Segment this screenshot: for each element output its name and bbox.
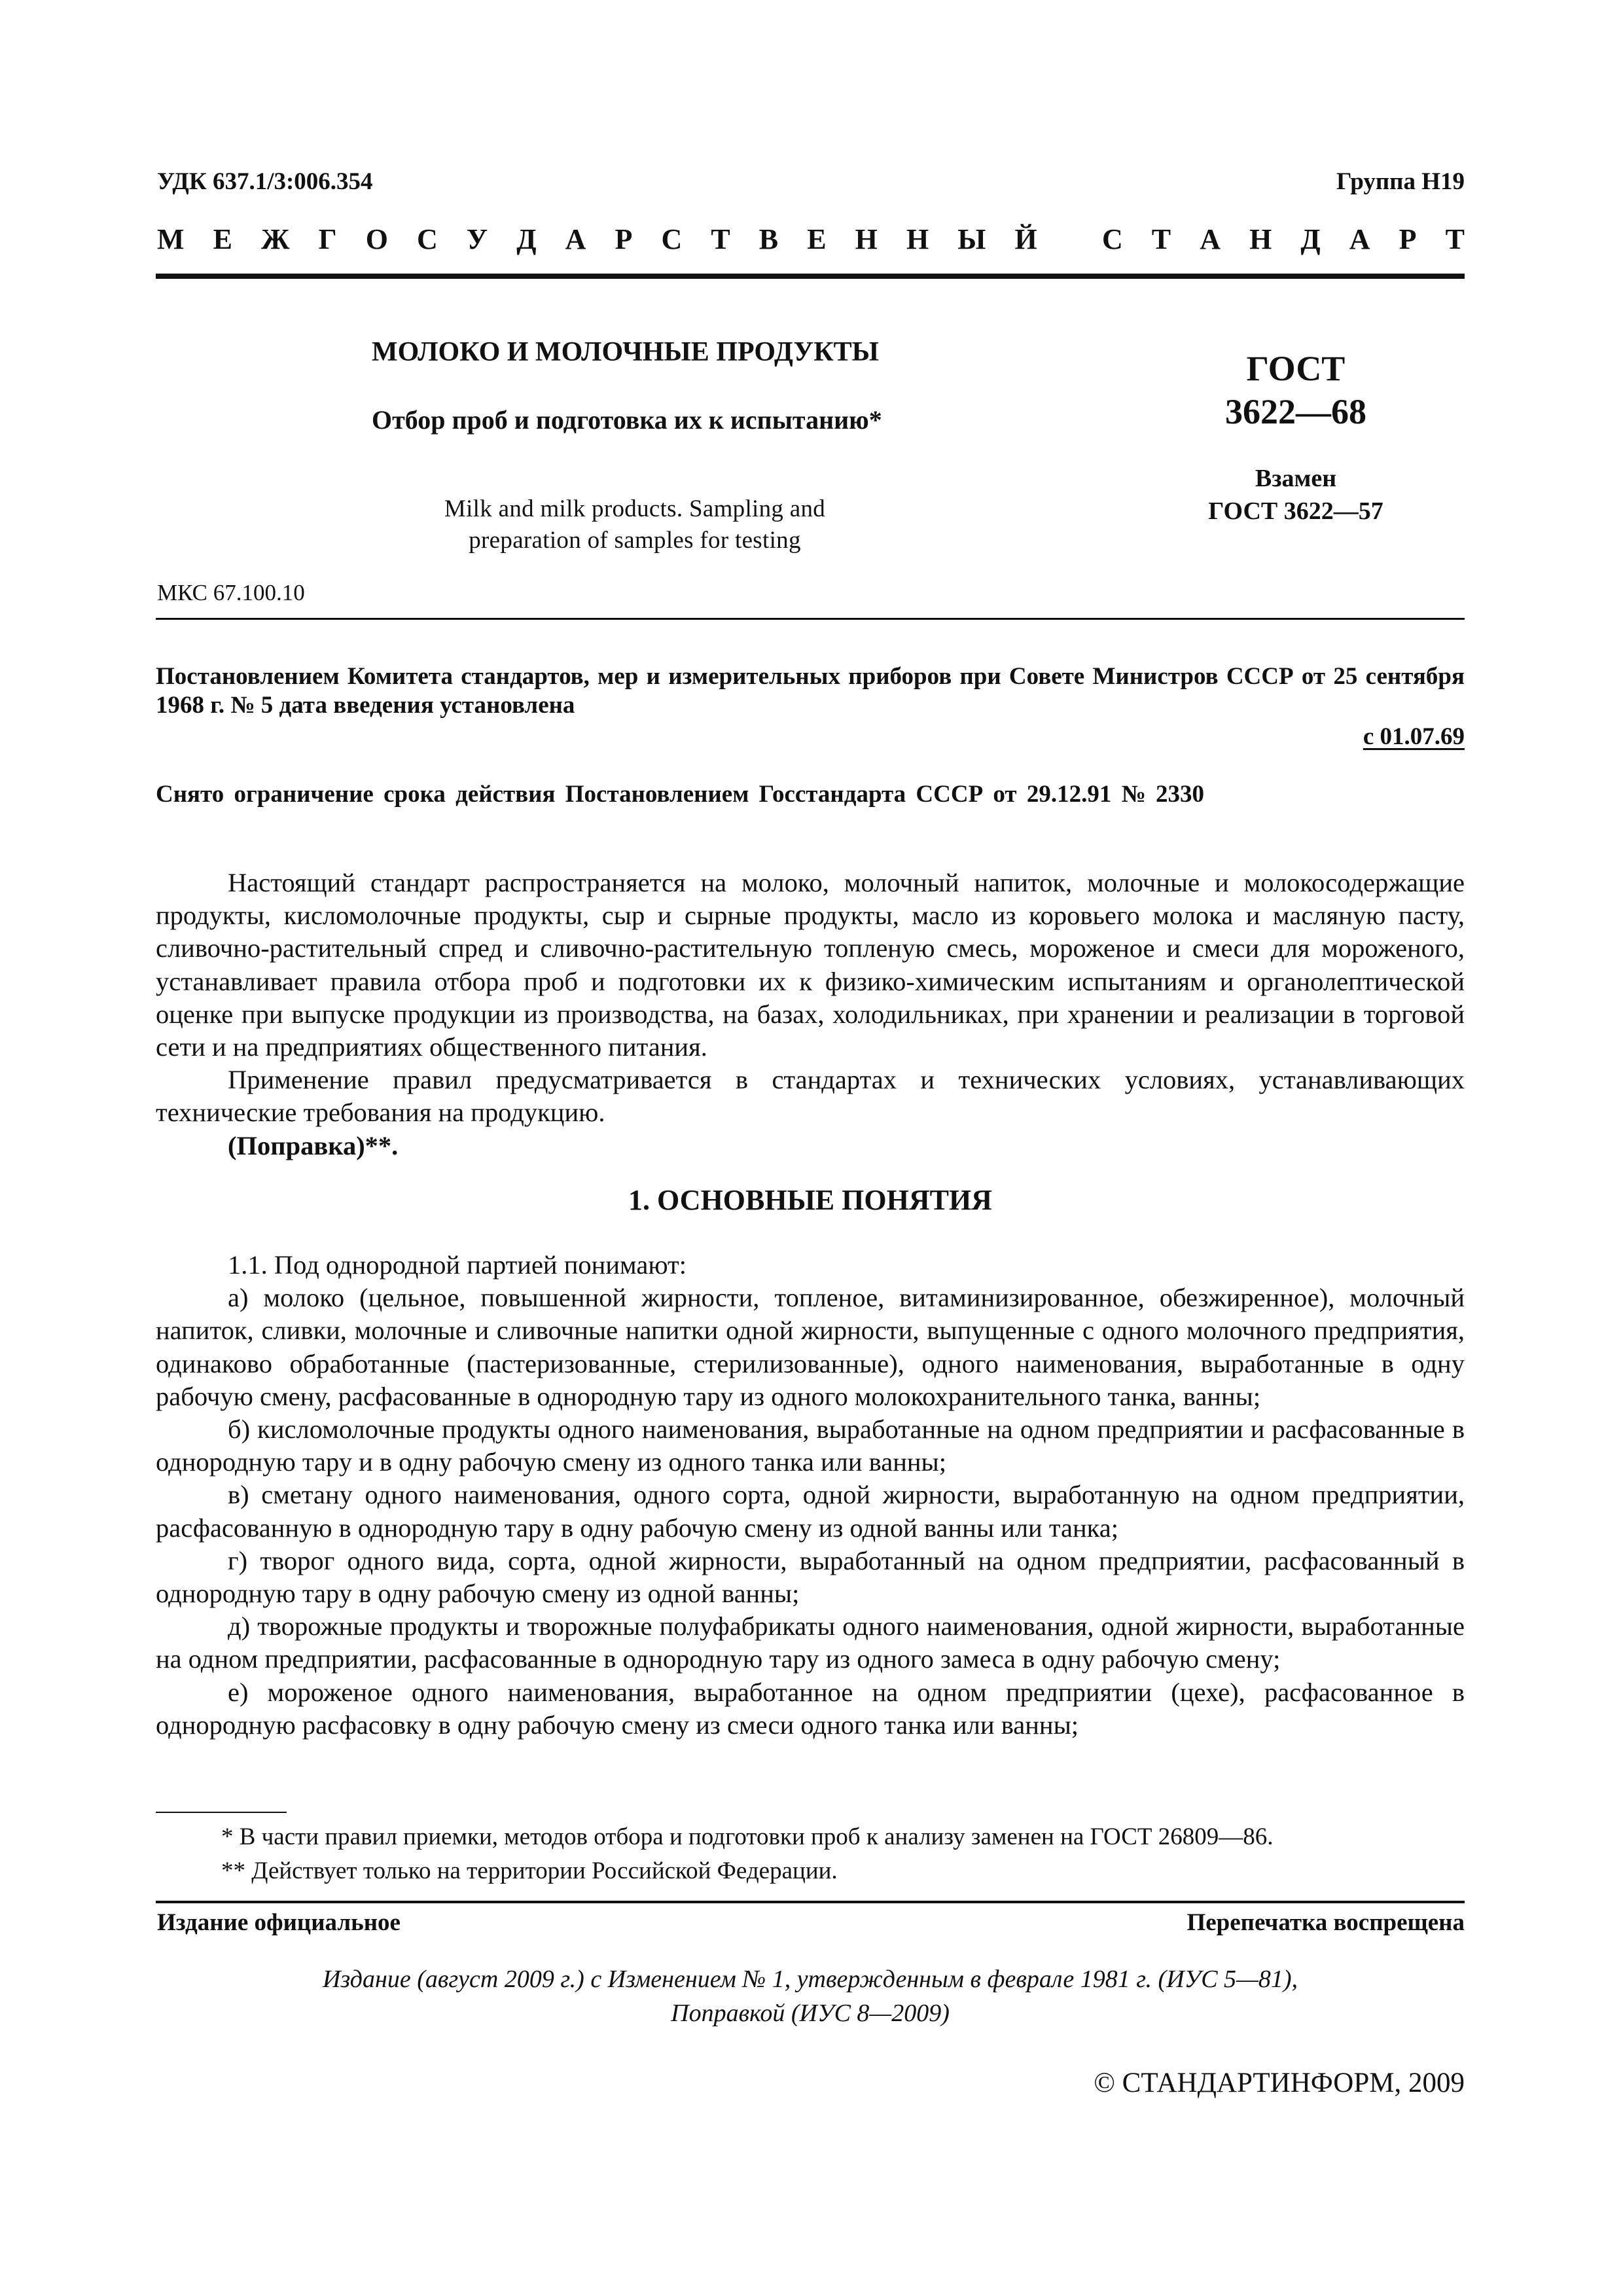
- intro-paragraph-2: Применение правил предусматривается в стандартах и технических условиях, устанавливающих технические требования на продукцию.: [156, 1065, 1465, 1128]
- heading-letter: С: [661, 223, 683, 255]
- title-ru: МОЛОКО И МОЛОЧНЫЕ ПРОДУКТЫ: [372, 337, 879, 367]
- header-divider: [156, 274, 1465, 279]
- heading-letter: Д: [516, 223, 537, 255]
- edition-info-line2: Поправкой (ИУС 8—2009): [671, 2000, 950, 2027]
- heading-letter: У: [466, 223, 488, 255]
- heading-letter: М: [157, 223, 185, 255]
- heading-letter: С: [417, 223, 438, 255]
- heading-letter: Ы: [957, 223, 986, 255]
- heading-letter: А: [565, 223, 586, 255]
- footnote-2: ** Действует только на территории Российской Федерации.: [221, 1857, 838, 1884]
- title-en-line2: preparation of samples for testing: [469, 527, 801, 554]
- heading-letter: В: [758, 223, 779, 255]
- title-en-line1: Milk and milk products. Sampling and: [444, 495, 826, 522]
- restriction-text: Снято ограничение срока действия Постановлением Госстандарта СССР от 29.12.91 № 2330: [156, 781, 1205, 808]
- heading-letter: Р: [1399, 223, 1417, 255]
- gost-label: ГОСТ: [1246, 349, 1346, 388]
- official-edition: Издание официальное: [157, 1909, 401, 1936]
- list-item: а) молоко (цельное, повышенной жирности, топленое, витаминизированное, обезжиренное), молочный напиток, сливки, молочные и сливочные напитки одной жирности, выпущенные с одного молочного предприятия, одинаково обработанные (пастеризованные, стерилизованные), одного наименования, выработанные в одну рабочую смену, расфасованные в однородную тару из одного молокохранительного танка, ванны;: [156, 1283, 1465, 1411]
- footnote-divider: [156, 1812, 287, 1813]
- edition-info-line1: Издание (август 2009 г.) с Изменением № 1, утвержденным в феврале 1981 г. (ИУС 5—81),: [322, 1965, 1298, 1993]
- mks-code: МКС 67.100.10: [157, 580, 305, 605]
- heading-letter: Т: [711, 223, 730, 255]
- decree-text: Постановлением Комитета стандартов, мер и измерительных приборов при Совете Министров СССР от 25 сентября 1968 г. № 5 дата введения установлена: [156, 663, 1465, 719]
- list-item: в) сметану одного наименования, одного сорта, одной жирности, выработанную на одном предприятии, расфасованную в однородную тару в одну рабочую смену из одной ванны или танка;: [156, 1480, 1465, 1543]
- heading-letter: Р: [615, 223, 633, 255]
- list-item: 1.1. Под однородной партией понимают:: [228, 1250, 687, 1280]
- effective-date: с 01.07.69: [1363, 723, 1465, 750]
- list-item: б) кисломолочные продукты одного наименования, выработанные на одном предприятии и расфасованные в однородную тару и в одну рабочую смену из одного танка или ванны;: [156, 1414, 1465, 1477]
- heading-letter: Е: [807, 223, 827, 255]
- heading-letter: Т: [1151, 223, 1171, 255]
- replaces-label: Взамен: [1255, 465, 1337, 492]
- list-item: д) творожные продукты и творожные полуфабрикаты одного наименования, одной жирности, выработанные на одном предприятии, расфасованные в однородную тару из одного замеса в одну рабочую смену;: [156, 1611, 1465, 1674]
- heading-letter: О: [365, 223, 388, 255]
- standard-type-heading: [157, 223, 1465, 256]
- heading-letter: С: [1101, 223, 1123, 255]
- group-code: Группа Н19: [1336, 168, 1465, 195]
- intro-body: [156, 867, 1465, 1162]
- heading-letter: Н: [1249, 223, 1272, 255]
- heading-letter: Ж: [261, 223, 290, 255]
- heading-letter: Т: [1445, 223, 1465, 255]
- replaces-number: ГОСТ 3622—57: [1208, 497, 1383, 525]
- heading-letter: А: [1200, 223, 1221, 255]
- heading-letter: Й: [1014, 223, 1037, 255]
- gost-number: 3622—68: [1225, 392, 1366, 431]
- subtitle-ru: Отбор проб и подготовка их к испытанию*: [372, 405, 882, 435]
- copyright: © СТАНДАРТИНФОРМ, 2009: [1094, 2068, 1465, 2098]
- footer-divider: [156, 1901, 1465, 1903]
- heading-letter: Д: [1300, 223, 1321, 255]
- heading-letter: А: [1349, 223, 1370, 255]
- list-item: е) мороженое одного наименования, выработанное на одном предприятии (цехе), расфасованное в однородную расфасовку в одну рабочую смену из смеси одного танка или ванны;: [156, 1677, 1465, 1740]
- reprint-notice: Перепечатка воспрещена: [1186, 1909, 1465, 1936]
- heading-letter: Н: [855, 223, 878, 255]
- footnote-1: * В части правил приемки, методов отбора и подготовки проб к анализу заменен на ГОСТ 26809—86.: [221, 1823, 1274, 1850]
- heading-letter: Е: [213, 223, 232, 255]
- title-divider: [156, 618, 1465, 620]
- heading-letter: Н: [906, 223, 929, 255]
- correction-note: (Поправка)**.: [228, 1130, 399, 1160]
- section-body: [156, 1249, 1465, 1742]
- section-heading: 1. ОСНОВНЫЕ ПОНЯТИЯ: [628, 1184, 992, 1216]
- intro-paragraph-1: Настоящий стандарт распространяется на молоко, молочный напиток, молочные и молокосодержащие продукты, кисломолочные продукты, сыр и сырные продукты, масло из коровьего молока и масляную пасту, сливочно-растительный спред и сливочно-растительную топленую смесь, мороженое и смеси для мороженого, устанавливает правила отбора проб и подготовки их к физико-химическим испытаниям и органолептической оценке при выпуске продукции из производства, на базах, холодильниках, при хранении и реализации в торговой сети и на предприятиях общественного питания.: [156, 868, 1465, 1062]
- heading-letter: Г: [318, 223, 337, 255]
- heading-letter: [1066, 223, 1073, 256]
- udk-code: УДК 637.1/3:006.354: [157, 168, 373, 195]
- list-item: г) творог одного вида, сорта, одной жирности, выработанный на одном предприятии, расфасованный в однородную тару в одну рабочую смену из одной ванны;: [156, 1545, 1465, 1609]
